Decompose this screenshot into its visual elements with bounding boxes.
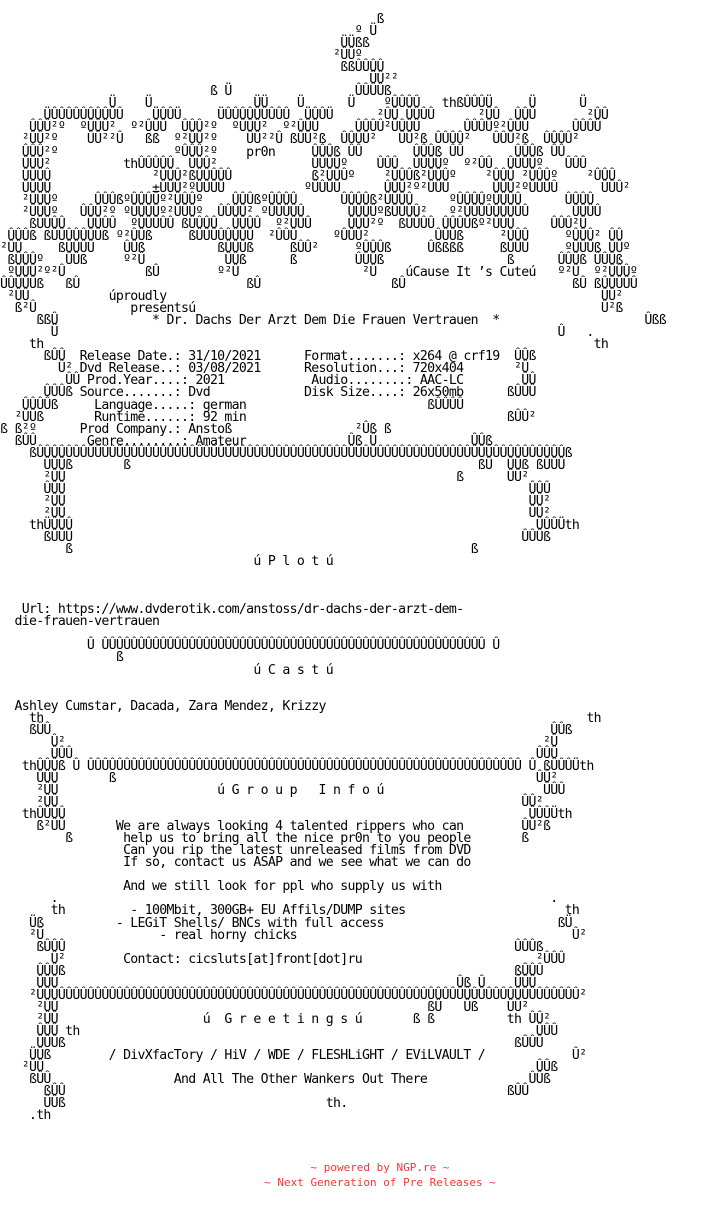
nfo-line: thÜÛÛÛ ÛÛÛÜth — [0, 517, 580, 533]
nfo-line: ÛÛÛß Source.......: Dvd Disk Size....: 26x50mb ßÛÛÛ — [0, 385, 536, 401]
nfo-line: ß — [0, 650, 124, 666]
nfo-line: Url: https://www.dvderotik.com/anstoss/dr-dachs-der-arzt-dem- — [0, 602, 464, 618]
nfo-line: Û² ²Û — [0, 734, 558, 750]
nfo-line: ÛÛÛÛß Language.....: german ßÛÛÛÛ — [0, 397, 464, 413]
nfo-line: ÛÛÛß ßÛÛÛ — [0, 1035, 543, 1051]
nfo-line: ßÛÛ Genre........: Amateur Ûß Û ÛÛß — [0, 433, 493, 449]
nfo-line: ßÛÛ Release Date.: 31/10/2021 Format.......: x264 @ crf19 ÛÛß — [0, 349, 536, 365]
nfo-line: ÛÛÛ th ÛÛÛ — [0, 1023, 558, 1039]
nfo-line: . . — [0, 891, 558, 907]
nfo-line: ßÛÛÛ ÛÛÛß — [0, 939, 543, 955]
nfo-line: ÛÛÛ² thÛÛÛÛÛ ÛÛÛ² ÛÛÛÛº ÛÛÛ ÛÛÛÛº º²ÛÛ ÛÛÛÛº ÛÛÛ — [0, 156, 587, 172]
nfo-line: ²ÛÛÛº ÛÛÛ²º ºÛÛÛÛº²ÛÛÛº ÛÛÛÛ² ºÛÛÛÛÛ ÛÛÛÛºßÛÛÛÛ² º²ÛÛÛÛÛÛÛÛÛ ÛÛÛÛ — [0, 204, 601, 220]
powered-by-text: ~ powered by NGP.re ~ — [310, 1161, 450, 1174]
nfo-line: ²ÛÛ ß ÛÛ² — [0, 469, 529, 485]
nfo-line: ß²Û presentsú Û²ß — [0, 301, 623, 317]
nfo-line: And we still look for ppl who supply us with — [0, 879, 442, 895]
nfo-line: ÜÛß / DivXfacTory / HiV / WDE / FLESHLiGHT / EViLVAULT / Û² — [0, 1048, 587, 1064]
site-footer — [0, 1160, 720, 1190]
nfo-line: ß ß²º Prod Company.: Anstoß ²Ûß ß — [0, 421, 391, 437]
nfo-line: ß²ÛÛ We are always looking 4 talented rippers who can ÛÛ²ß — [0, 819, 551, 835]
nfo-line: ºÛÛÛ²º²Û ßÛ º²Û ²Û úCause It ’s Cuteú º²Û º²ÛÛÛº — [0, 264, 638, 280]
nfo-line: ßÛÛÛ ÛÛÛß — [0, 530, 551, 546]
nfo-line: ÛÛß th. — [0, 1096, 348, 1112]
nfo-line: ÛÛÛ ÛÛÛ — [0, 481, 551, 497]
nfo-line: ÛÛ Prod.Year....: 2021 Audio........: AAC-LC ÛÛ — [0, 373, 536, 389]
nfo-line: ²ÛÛ ÛÛ² — [0, 493, 551, 509]
nfo-line: ÛÛÛÛ ±ÛÛÛ²ºÛÛÛÛ ºÛÛÛÛ ÛÛÛ²º²ÛÛÛ ÛÛÛ²ºÛÛÛÛ ÛÛÛ² — [0, 180, 630, 196]
nfo-line: Û ÛÛÛÛÛÛÛÛÛÛÛÛÛÛÛÛÛÛÛÛÛÛÛÛÛÛÛÛÛÛÛÛÛÛÛÛÛÛÛÛÛÛÛÛÛÛÛÛÛÛÛÛÛ Û — [0, 638, 500, 654]
nfo-ascii-art — [0, 14, 666, 1122]
nfo-line: ßÛÛ ßÛÛ — [0, 1084, 529, 1100]
nfo-line: Can you rip the latest unreleased films from DVD — [0, 843, 471, 859]
nfo-line: ÜÜßß — [0, 36, 370, 52]
nfo-line: ²ÛÛÛº ÛÛÛßºÛÛÛÛº²ÛÛÛº ÛÛÛßºÛÛÛÛ ÛÛÛÛß²ÛÛÛÛ ºÛÛÛÛºÛÛÛÛ ÛÛÛÛ — [0, 192, 594, 208]
nfo-line: ²Û - real horny chicks Û² — [0, 927, 587, 943]
nfo-line: th th — [0, 337, 609, 353]
nfo-line: ²ÛÛ²º ÛÛ²²Û ßß º²ÛÛ²º ÛÛ²²Û ßÛÛ²ß ÛÛÛÛ² ÛÛ²ß ÛÛÛÛ² ÛÛÛ²ß ÛÛÛÛ² — [0, 132, 580, 148]
nfo-line: ßÛÛÛÛ ÛÛÛÛ ºÛÛÛÛÛ ßÛÛÛÛ ÛÛÛÛ º²ÛÛÛ ÛÛÛ²º ßÛÛÛÛ ÛÛÛÛßº²ÛÛÛ ÛÛÛ²Û — [0, 216, 587, 232]
nfo-line: ²ÛÛ ßÛÛÛÛ ÛÛß ßÛÛÛß ßÛÛ² ºÛÛÛß Ûßßßß ßÛÛÛ ºÛÛÛß ÛÛº — [0, 240, 630, 256]
nfo-line: ÛÛÛ²º ºÛÛÛ²º pr0n ÛÛÛß ÛÛ ÛÛÛß ÛÛ ÛÛÛß ÛÛ — [0, 144, 565, 160]
nfo-line: ÜÛÛÛÛÛÛÛÛÛÛ ÜÛÛÜ ÜÛÛÛÛÛÛÛÛÛ ÜÛÛÜ ²ÛÛ ÛÛÛÛ ²ÛÛ ÛÛÛ ²ÛÛ — [0, 108, 609, 124]
nfo-line: ßÛÛ ÛÛß — [0, 722, 572, 738]
nfo-line: thÛÛÛß Û ÛÛÛÛÛÛÛÛÛÛÛÛÛÛÛÛÛÛÛÛÛÛÛÛÛÛÛÛÛÛÛÛÛÛÛÛÛÛÛÛÛÛÛÛÛÛÛÛÛÛÛÛÛÛÛÛÛÛÛÛ Û ßÛÛÛÜth — [0, 758, 594, 774]
nfo-line: ß ß — [0, 542, 478, 558]
nfo-line: ßÛÛÛÛÛÛÛÛÛÛÛÛÛÛÛÛÛÛÛÛÛÛÛÛÛÛÛÛÛÛÛÛÛÛÛÛÛÛÛÛÛÛÛÛÛÛÛÛÛÛÛÛÛÛÛÛÛÛÛÛÛÛÛÛÛÛÛÛÛÛÛÛÛß — [0, 445, 572, 461]
nfo-line: ú P l o t ú — [0, 554, 334, 570]
nfo-line: Û² Dvd Release..: 03/08/2021 Resolution...: 720x404 ²Û — [0, 361, 529, 377]
nfo-line: ÛÛÛ ß ÛÛ² — [0, 770, 558, 786]
nfo-line: Û² Contact: cicsluts[at]front[dot]ru ²ÛÛÛ — [0, 951, 565, 967]
nfo-line: Ü Ü ÜÜ Ü Ü ºÛÛÛÛ thßÛÛÛÜ Ü Ü — [0, 96, 587, 112]
nfo-line: Üß - LEGiT Shells/ BNCs with full access ßÜ — [0, 915, 572, 931]
nfo-line: .th — [0, 1108, 51, 1124]
nfo-line: ²ÛÛÛÛÛÛÛÛÛÛÛÛÛÛÛÛÛÛÛÛÛÛÛÛÛÛÛÛÛÛÛÛÛÛÛÛÛÛÛÛÛÛÛÛÛÛÛÛÛÛÛÛÛÛÛÛÛÛÛÛÛÛÛÛÛÛÛÛÛÛÛÛÛÛÛ² — [0, 987, 587, 1003]
nfo-line: ²ÛÛ ÛÛ² — [0, 505, 551, 521]
nfo-line: º Ü — [0, 24, 377, 40]
nfo-line: th - 100Mbit, 300GB+ EU Affils/DUMP sites th — [0, 903, 580, 919]
nfo-line: ²ÛÛ ú G r e e t i n g s ú ß ß th ÛÛ² — [0, 1011, 551, 1027]
nfo-line: Ü Û . — [0, 325, 594, 341]
nfo-line: ßÛÛ And All The Other Wankers Out There ÛÛß — [0, 1072, 551, 1088]
nfo-line: Ashley Cumstar, Dacada, Zara Mendez, Krizzy — [0, 698, 326, 714]
nfo-line: ßßÛÛÛÛ — [0, 60, 384, 76]
nfo-line: ÛÛÛÛ ²ÛÛÛ²ßÛÛÛÛÛ ß²ÛÛÛº ²ÛÛÛß²ÛÛÛº ²ÛÛÛ ²ÛÛÛº ²ÛÛÛ — [0, 168, 616, 184]
nfo-line: ²ÛÛ ÛÛß — [0, 1060, 558, 1076]
nfo-line: ÛÛÛß ßÛÛÛÛÛÛÛß º²ÛÛß ßÛÛÛÛÛÛÛÛ ²ÛÛÛ ºÛÛÛ² ÛÛÛß ²ÛÛÛ ºÛÛÛ² ÛÛ — [0, 228, 623, 244]
nfo-line: ÛÛÛ Ûß Û ÛÛÛ — [0, 975, 536, 991]
nfo-line: th th — [0, 710, 601, 726]
nfo-line: ß Ü ÛÛÛÛß — [0, 84, 391, 100]
nfo-line: ²ÛÛ ÛÛ² — [0, 795, 543, 811]
nfo-line: ÛÛÛß ßÛÛÛ — [0, 963, 543, 979]
nfo-line: ß — [0, 12, 384, 27]
nfo-line: ²ÛÛº — [0, 48, 362, 64]
nfo-line: If so, contact us ASAP and we see what we can do — [0, 855, 471, 871]
nfo-line: ÛÛÛÛÛß ßÛ ßÛ ßÛ ßÛ ßÛÛÛÛÛ — [0, 277, 638, 293]
nfo-line: ²ÛÛ úproudly ÛÛ² — [0, 289, 623, 305]
nfo-line: ú C a s t ú — [0, 662, 334, 678]
nfo-line: ß help us to bring all the nice pr0n to you people ß — [0, 831, 529, 847]
nfo-line: die-frauen-vertrauen — [0, 614, 160, 630]
nfo-line: thÛÛÛÛ ÛÛÛÜth — [0, 807, 572, 823]
nfo-line: ßÛÛÛº ÛÛß º²Û ÛÛß ß ÛÛÛß ß ÛÛÛß ÛÛÛß — [0, 252, 623, 268]
nfo-line: ²ÛÛ ú G r o u p I n f o ú ÛÛÛ — [0, 783, 565, 798]
nfo-line: ²ÛÛ ßÛ Ûß ÛÛ² — [0, 999, 529, 1015]
nfo-line: ßßÛ * Dr. Dachs Der Arzt Dem Die Frauen Vertrauen * Ûßß — [0, 313, 667, 329]
nfo-line: ÛÛÛ ÛÛÛ — [0, 746, 558, 762]
nfo-line: ÜÛ²² — [0, 72, 399, 88]
nfo-line: ²ÛÛß Runtime......: 92 min ßÛÛ² — [0, 409, 536, 425]
nfo-line: ÛÛÛß ß ßÛ ÛÛß ßÛÛÛ — [0, 457, 565, 473]
nfo-line: ÛÛÛ²º ºÛÛÛ² º²ÛÛÛ ÛÛÛ²º ºÛÛÛ² º²ÛÛÛ ÛÛÛÛ²ÛÛÛÛ ÛÛÛÛº²ÛÛÛ ÛÛÛÛ — [0, 120, 601, 136]
footer-tagline: ~ Next Generation of Pre Releases ~ — [264, 1176, 496, 1189]
